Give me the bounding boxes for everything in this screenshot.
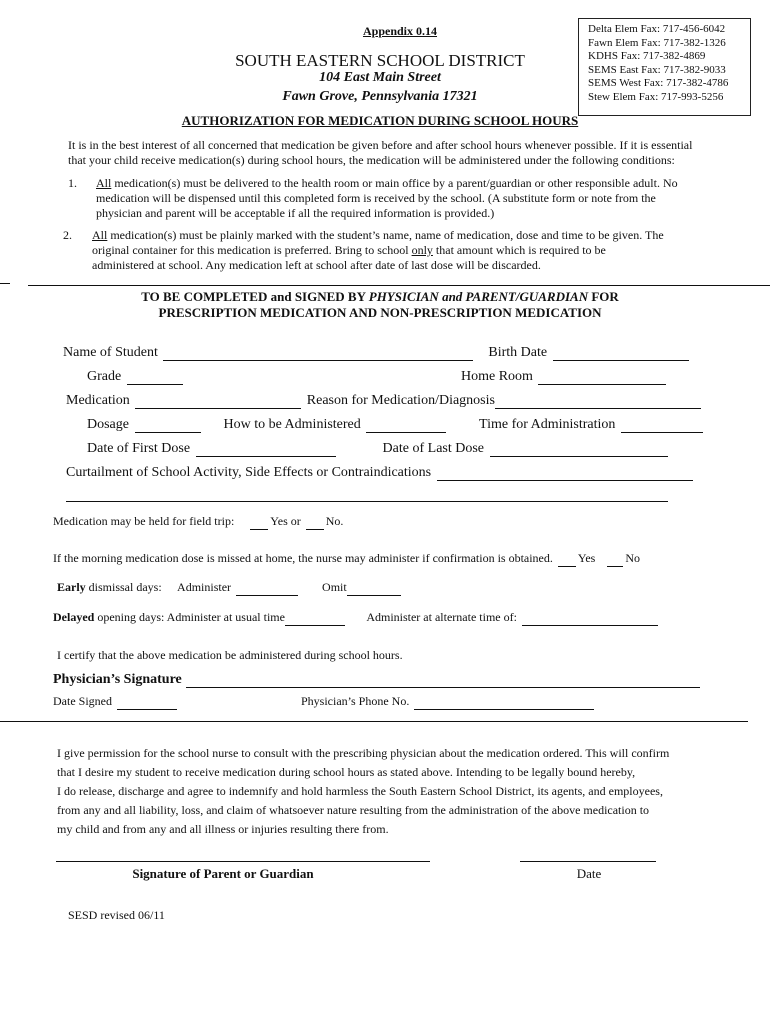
date-signed-input[interactable] <box>117 695 177 710</box>
fax-line: SEMS West Fax: 717-382-4786 <box>588 77 729 90</box>
section-heading-text: TO BE COMPLETED and SIGNED BY <box>141 289 369 304</box>
row-physician-signature <box>53 670 702 688</box>
row-field-trip <box>53 514 343 530</box>
student-name-input[interactable] <box>163 346 473 361</box>
delayed-label: Delayed <box>53 610 95 624</box>
medication-input[interactable] <box>135 394 301 409</box>
section-heading-text: FOR <box>588 289 619 304</box>
field-trip-no-label: No. <box>325 514 344 528</box>
fax-line: SEMS East Fax: 717-382-9033 <box>588 63 726 76</box>
time-administration-input[interactable] <box>621 418 703 433</box>
section-divider <box>0 721 748 722</box>
first-dose-label: Date of First Dose <box>87 441 191 456</box>
curtailment-input-line2[interactable] <box>66 487 668 502</box>
fax-line: Stew Elem Fax: 717-993-5256 <box>588 90 724 103</box>
condition-2-lead: All <box>92 228 108 242</box>
dosage-input[interactable] <box>135 418 201 433</box>
row-curtailment <box>66 465 695 481</box>
condition-2 <box>92 228 742 273</box>
condition-2-text: medication(s) must be plainly marked with the student’s name, name of medication, dose and time to be given. The <box>107 228 664 242</box>
home-room-input[interactable] <box>538 370 666 385</box>
condition-1-text: medication(s) must be delivered to the health room or main office by a parent/guardian or other responsible adult. No <box>111 176 678 190</box>
date-signed-label: Date Signed <box>53 694 112 708</box>
early-omit-input[interactable] <box>347 581 401 596</box>
section-heading-emphasis: PHYSICIAN and PARENT/GUARDIAN <box>368 289 589 304</box>
curtailment-input[interactable] <box>437 466 693 481</box>
dosage-label: Dosage <box>87 417 129 432</box>
parent-signature-input[interactable] <box>56 847 430 862</box>
parent-date-label: Date <box>576 866 602 881</box>
row-dosage <box>87 417 705 433</box>
section-heading <box>80 289 680 321</box>
field-trip-yes-input[interactable] <box>250 515 268 530</box>
parent-date-input[interactable] <box>520 847 656 862</box>
intro-paragraph <box>68 138 748 168</box>
how-administered-label: How to be Administered <box>223 417 361 432</box>
fax-line: KDHS Fax: 717-382-4869 <box>588 50 706 63</box>
field-trip-label: Medication may be held for field trip: <box>53 514 235 528</box>
section-heading-text: PRESCRIPTION MEDICATION AND NON-PRESCRIPTION MEDICATION <box>158 305 602 320</box>
row-morning-dose <box>53 551 640 567</box>
form-title: AUTHORIZATION FOR MEDICATION DURING SCHOOL HOURS <box>181 113 579 128</box>
birth-date-label: Birth Date <box>488 345 548 360</box>
first-dose-input[interactable] <box>196 442 336 457</box>
last-dose-label: Date of Last Dose <box>382 441 485 456</box>
row-medication <box>66 393 703 409</box>
morning-dose-no-label: No <box>625 551 641 565</box>
early-dismissal-label: dismissal days: <box>85 580 162 594</box>
condition-2-text: original container for this medication is preferred. Bring to school <box>92 243 412 257</box>
physician-phone-input[interactable] <box>414 695 594 710</box>
physician-signature-label: Physician’s Signature <box>53 672 182 687</box>
morning-dose-no-input[interactable] <box>607 552 623 567</box>
permission-line: my child and from any and all illness or injuries resulting there from. <box>57 822 389 836</box>
early-administer-label: Administer <box>177 580 232 594</box>
section-divider <box>28 285 770 286</box>
birth-date-input[interactable] <box>553 346 689 361</box>
condition-2-only: only <box>411 243 433 257</box>
reason-input[interactable] <box>495 394 701 409</box>
permission-line: I give permission for the school nurse to consult with the prescribing physician about the medication ordered. This will confirm <box>57 746 670 760</box>
physician-signature-input[interactable] <box>186 673 700 688</box>
condition-1-text: physician and parent will be acceptable if all the required information is provided.) <box>96 206 495 220</box>
time-administration-label: Time for Administration <box>479 417 616 432</box>
margin-mark <box>0 283 10 284</box>
last-dose-input[interactable] <box>490 442 668 457</box>
fax-number-box <box>578 18 751 116</box>
address-street: 104 East Main Street <box>319 70 441 85</box>
delayed-alternate-label: Administer at alternate time of: <box>366 610 517 624</box>
grade-input[interactable] <box>127 370 183 385</box>
permission-paragraph <box>57 744 747 839</box>
intro-line: It is in the best interest of all concerned that medication be given before and after school hours whenever possible. If it is essential <box>68 138 693 152</box>
intro-line: that your child receive medication(s) during school hours, the medication will be administered under the following conditions: <box>68 153 675 167</box>
physician-phone-label: Physician’s Phone No. <box>301 694 410 708</box>
early-administer-input[interactable] <box>236 581 298 596</box>
condition-1-text: medication will be dispensed until this completed form is received by the school. (A substitute form or note from the <box>96 191 656 205</box>
delayed-alternate-input[interactable] <box>522 611 658 626</box>
address-city: Fawn Grove, Pennsylvania 17321 <box>282 89 478 104</box>
delayed-opening-label: opening days: Administer at usual time <box>94 610 285 624</box>
row-physician-details <box>53 694 596 710</box>
condition-2-number: 2. <box>63 228 72 242</box>
delayed-usual-time-input[interactable] <box>285 611 345 626</box>
appendix-label: Appendix 0.14 <box>362 24 438 38</box>
home-room-label: Home Room <box>461 369 533 384</box>
condition-1 <box>96 176 736 221</box>
fax-line: Delta Elem Fax: 717-456-6042 <box>588 23 726 35</box>
fax-line: Fawn Elem Fax: 717-382-1326 <box>588 36 726 49</box>
morning-dose-yes-input[interactable] <box>558 552 576 567</box>
condition-1-number: 1. <box>68 176 77 190</box>
reason-label: Reason for Medication/Diagnosis <box>306 393 495 408</box>
row-student <box>63 345 691 361</box>
condition-2-text: administered at school. Any medication left at school after date of last dose will be discarded. <box>92 258 541 272</box>
early-label: Early <box>57 580 86 594</box>
row-delayed-opening <box>53 610 660 626</box>
field-trip-yes-label: Yes or <box>270 514 301 528</box>
curtailment-label: Curtailment of School Activity, Side Effects or Contraindications <box>66 465 432 480</box>
condition-2-text: that amount which is required to be <box>432 243 606 257</box>
condition-1-lead: All <box>96 176 112 190</box>
permission-line: from any and all liability, loss, and claim of whatsoever nature resulting from the administration of the above medication to <box>57 803 650 817</box>
parent-signature-label: Signature of Parent or Guardian <box>132 866 314 881</box>
morning-dose-yes-label: Yes <box>577 551 596 565</box>
grade-label: Grade <box>87 369 122 384</box>
row-homeroom <box>461 369 668 385</box>
how-administered-input[interactable] <box>366 418 446 433</box>
row-dates <box>87 441 670 457</box>
row-grade <box>87 369 185 385</box>
row-early-dismissal <box>57 580 403 596</box>
medication-label: Medication <box>66 393 130 408</box>
permission-line: I do release, discharge and agree to indemnify and hold harmless the South Eastern School District, its agents, and employees, <box>57 784 663 798</box>
early-omit-label: Omit <box>322 580 347 594</box>
permission-line: that I desire my student to receive medication during school hours as stated above. Intending to be legally bound hereby, <box>57 765 636 779</box>
field-trip-no-input[interactable] <box>306 515 324 530</box>
district-name: SOUTH EASTERN SCHOOL DISTRICT <box>235 51 525 70</box>
certify-statement: I certify that the above medication be administered during school hours. <box>57 648 403 662</box>
student-name-label: Name of Student <box>63 345 158 360</box>
revision-note: SESD revised 06/11 <box>68 908 165 922</box>
morning-dose-label: If the morning medication dose is missed at home, the nurse may administer if confirmation is obtained. <box>53 551 553 565</box>
